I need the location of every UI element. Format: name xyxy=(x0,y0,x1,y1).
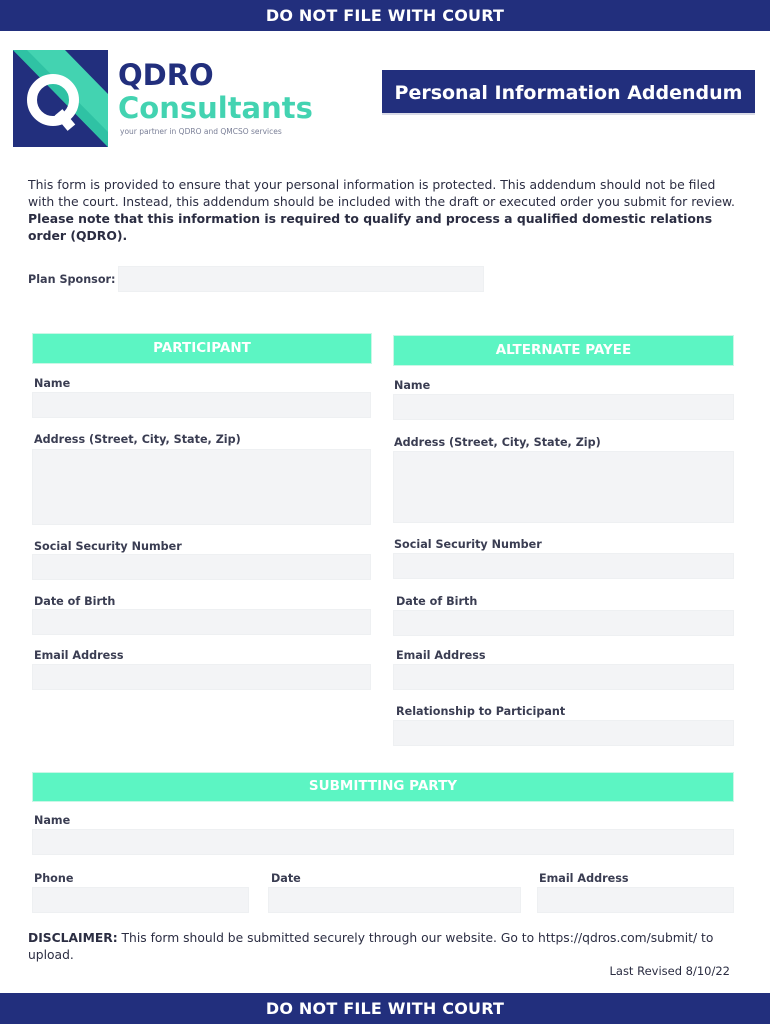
alternate-payee-ssn-field[interactable] xyxy=(393,553,734,579)
participant-email-field[interactable] xyxy=(32,664,371,690)
participant-name-label: Name xyxy=(34,377,71,390)
intro-text: This form is provided to ensure that your personal information is protected. This addendum should not be filed with the court. Instead, this addendum should be included with the draft or executed order you submit for review. xyxy=(28,177,735,209)
bottom-warning-banner xyxy=(0,993,770,1024)
plan-sponsor-field[interactable] xyxy=(118,266,484,292)
last-revised: Last Revised 8/10/22 xyxy=(609,964,730,978)
alternate-payee-email-label: Email Address xyxy=(396,649,486,662)
alternate-payee-ssn-label: Social Security Number xyxy=(394,538,542,551)
participant-email-label: Email Address xyxy=(34,649,124,662)
alternate-payee-address-field[interactable] xyxy=(393,451,734,523)
relationship-label: Relationship to Participant xyxy=(396,705,566,718)
submitting-party-email-field[interactable] xyxy=(537,887,734,913)
alternate-payee-dob-field[interactable] xyxy=(393,610,734,636)
participant-name-field[interactable] xyxy=(32,392,371,418)
submitting-party-date-label: Date xyxy=(271,872,301,885)
disclaimer-text: This form should be submitted securely through our website. Go to https://qdros.com/submit/ to upload. xyxy=(28,931,714,962)
submitting-party-email-label: Email Address xyxy=(539,872,629,885)
alternate-payee-heading: ALTERNATE PAYEE xyxy=(393,335,734,366)
intro-paragraph xyxy=(28,176,743,244)
submitting-party-heading: SUBMITTING PARTY xyxy=(32,772,734,802)
submitting-party-name-field[interactable] xyxy=(32,829,734,855)
alternate-payee-address-label: Address (Street, City, State, Zip) xyxy=(394,436,601,449)
relationship-field[interactable] xyxy=(393,720,734,746)
bottom-warning-text: DO NOT FILE WITH COURT xyxy=(265,999,505,1018)
top-warning-text: DO NOT FILE WITH COURT xyxy=(265,6,505,25)
qdro-logo-icon xyxy=(13,50,108,147)
logo-tagline: your partner in QDRO and QMCSO services xyxy=(120,127,282,136)
participant-dob-field[interactable] xyxy=(32,609,371,635)
intro-bold-note: Please note that this information is required to qualify and process a qualified domestic relations order (QDRO). xyxy=(28,211,713,243)
submitting-party-phone-field[interactable] xyxy=(32,887,249,913)
submitting-party-phone-label: Phone xyxy=(34,872,74,885)
disclaimer-label: DISCLAIMER: xyxy=(28,931,118,945)
form-title: Personal Information Addendum xyxy=(382,70,755,115)
submitting-party-name-label: Name xyxy=(34,814,71,827)
participant-address-label: Address (Street, City, State, Zip) xyxy=(34,433,241,446)
alternate-payee-dob-label: Date of Birth xyxy=(396,595,478,608)
logo-name-consultants: Consultants xyxy=(118,91,313,125)
participant-address-field[interactable] xyxy=(32,449,371,525)
alternate-payee-name-field[interactable] xyxy=(393,394,734,420)
plan-sponsor-label: Plan Sponsor: xyxy=(28,273,116,286)
top-warning-banner xyxy=(0,0,770,31)
participant-ssn-field[interactable] xyxy=(32,554,371,580)
participant-dob-label: Date of Birth xyxy=(34,595,116,608)
alternate-payee-name-label: Name xyxy=(394,379,431,392)
submitting-party-date-field[interactable] xyxy=(268,887,521,913)
alternate-payee-email-field[interactable] xyxy=(393,664,734,690)
logo-name-qdro: QDRO xyxy=(118,58,214,92)
participant-heading: PARTICIPANT xyxy=(32,333,372,364)
participant-ssn-label: Social Security Number xyxy=(34,540,182,553)
disclaimer xyxy=(28,930,728,964)
